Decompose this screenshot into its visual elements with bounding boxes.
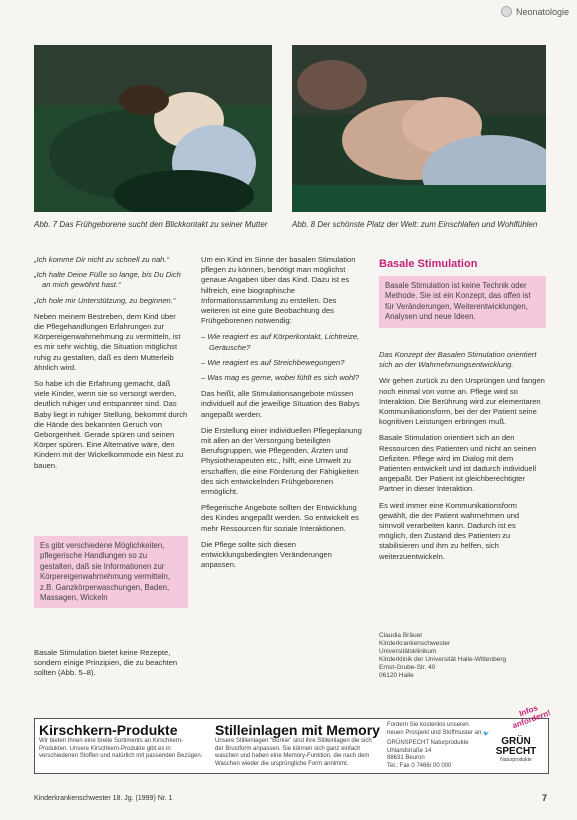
author-line: Ernst-Grube-Str. 40 xyxy=(379,664,436,671)
journal-footer: Kinderkrankenschwester 18. Jg. (1999) Nr. 1 xyxy=(34,795,173,802)
ad-title: Stilleinlagen mit Memory xyxy=(215,722,380,738)
author-line: 06120 Halle xyxy=(379,672,414,679)
paragraph: Basale Stimulation orientiert sich an den Ressourcen des Patienten und nicht an seinen Defiziten. Pflege wird im Dialog mit dem Patienten entwickelt und ist dadurch individuell angepaßt. Der Patient ist gleichberechtigter Partner in dieser Interaktion. xyxy=(379,433,537,494)
section-heading: Basale Stimulation xyxy=(379,258,478,270)
paragraph: Um ein Kind im Sinne der basalen Stimulation pflegen zu können, benötigt man möglichst genaue Angaben über das Kind. Dazu ist es hilfreich, eine biographische Informationssammlung zu erstellen. Des weiteren ist eine gute Beobachtung des Frühgeborenen notwendig: xyxy=(201,255,356,326)
quote-item: „Ich hole mir Unterstützung, zu beginnen.“ xyxy=(34,295,176,305)
ad-contact-line: GRÜNSPECHT Naturprodukte xyxy=(387,740,469,746)
ad-stilleinlagen[interactable] xyxy=(215,722,380,768)
author-line: Kinderklinik der Universität Halle-Wittenberg xyxy=(379,656,507,663)
list-item: – Wie reagiert es auf Streichbewegungen? xyxy=(201,357,345,367)
sleeping-infant-photo xyxy=(292,45,546,212)
column-1-end xyxy=(34,648,188,685)
author-info xyxy=(379,632,546,680)
gruenspecht-logo: GRÜN SPECHT Naturprodukte xyxy=(495,736,537,763)
ad-contact-line: 88631 Beuron xyxy=(387,755,425,761)
quote-list xyxy=(34,255,188,306)
section-label: Neonatologie xyxy=(515,6,569,17)
ad-contact-line: Uhlandstraße 14 xyxy=(387,747,432,754)
lead-paragraph: Das Konzept der Basalen Stimulation orientiert sich an der Wahrnehmungsentwicklung. xyxy=(379,350,537,370)
paragraph: Es wird immer eine Kommunikationsform gewählt, die der Patient wahrnehmen und sinnvoll verarbeiten kann. Dadurch ist es möglich, den Zustand des Patienten zu stabilisieren und ihm zu helfen, sich weiterzuentwickeln. xyxy=(379,500,520,561)
list-item: – Wie reagiert es auf Körperkontakt, Lichtreize, Geräusche? xyxy=(201,332,360,352)
column-2 xyxy=(201,255,365,576)
paragraph: Die Pflege sollte sich diesen entwicklungsbedingten Veränderungen anpassen. xyxy=(201,539,332,570)
author-line: Kinderkrankenschwester xyxy=(379,640,451,647)
list-item: – Was mag es gerne, wobei fühlt es sich wohl? xyxy=(201,373,360,383)
page-number: 7 xyxy=(541,793,547,803)
ad-text: Wir bieten Ihnen eine breite Sortiments an Kirschkern-Produkten. Unsere Kirschkern-Produkte gibt es in verschiedenen Stoffen und natürlich mit passenden Bezügen. xyxy=(39,738,203,759)
paragraph: So habe ich die Erfahrung gemacht, daß viele Kinder, wenn sie so versorgt werden, deutlich ruhiger und entspannter sind. Das Baby liegt in ruhiger Stellung, bekommt durch die Hände des bekannten Geruch von Geborgenheit. Gerade spüren und seinen Körper spüren. Eine Alternative wäre, den Kindern mit der Wickelkommode ein Nest zu bauen. xyxy=(34,379,188,470)
paragraph: Pflegerische Angebote sollten der Entwicklung des Kindes angepaßt werden. So entwickelt es mehr Ressourcen für soziale Interaktionen. xyxy=(201,503,359,533)
highlight-box-2: Basale Stimulation ist keine Technik oder Methode. Sie ist ein Konzept, das offen ist für Veränderungen, Weiterentwicklungen, Analysen und neue Ideen. xyxy=(379,276,546,328)
ad-contact-line: Fordern Sie kostenlos unseren neuen Prospekt und Stoffmuster an: xyxy=(387,722,483,736)
figure-7-caption: Abb. 7 Das Frühgeborene sucht den Blickkontakt zu seiner Mutter xyxy=(34,220,268,229)
highlight-box-1: Es gibt verschiedene Möglichkeiten, pflegerische Handlungen so zu gestalten, daß sie Informationen zur Körpereigenwahrnehmung vermitteln, z.B. Ganzkörperwaschungen, Baden, Massagen, Wickeln xyxy=(34,536,188,608)
quote-item: „Ich komme Dir nicht zu schnell zu nah.“ xyxy=(34,255,170,264)
figure-7-photo xyxy=(34,45,272,212)
column-3 xyxy=(379,350,546,568)
advertisement-banner[interactable] xyxy=(34,718,549,774)
ad-contact-line: Tel.: Fax 0 7466/ 00 000 xyxy=(387,762,452,769)
woodpecker-icon: 🐦 xyxy=(483,731,490,737)
infos-anfordern-badge[interactable]: Infos anfordern! xyxy=(511,703,552,731)
section-header xyxy=(501,6,569,17)
section-marker-icon xyxy=(501,6,512,17)
paragraph: Neben meinem Bestreben, dem Kind über die Pflegehandlungen Erfahrungen zur Körpereigenwahrnehmung zu vermitteln, ist es mir sehr wichtig, die Situation möglichst ruhig zu gestalten, daß es dem Mutterleib ähnlich wird. xyxy=(34,311,181,372)
paragraph: Basale Stimulation bietet keine Rezepte, sondern einige Prinzipien, die zu beachten sollten (Abb. 5–8). xyxy=(34,648,178,678)
ad-kirschkern[interactable] xyxy=(39,722,204,761)
ad-contact[interactable] xyxy=(387,722,490,770)
paragraph: Wir gehen zurück zu den Ursprüngen und fangen noch einmal von vorne an. Pflege wird so Interaktion. Die Berührung wird zur elementaren Kommunikationsform, bei der der Patient seine kognitiven Leistungen erbringen muß. xyxy=(379,376,545,427)
quote-item: „Ich halte Deine Füße so lange, bis Du Dich an mich gewöhnt hast.“ xyxy=(34,270,181,290)
ad-text: Unsere Stilleinlagen "Borkie" sind ihre Stilleinlagen die sich der Brustform anpassen. Sie können sich ganz einfach waschen und haben eine Memory-Funktion, die nach dem Waschen wieder die ursprüngliche Form annimmt. xyxy=(215,738,372,767)
author-name: Claudia Bräuer xyxy=(379,632,423,639)
figure-8-photo xyxy=(292,45,546,212)
observation-list xyxy=(201,332,365,383)
author-line: Universitätsklinikum xyxy=(379,648,437,655)
paragraph: Das heißt, alle Stimulationsangebote müssen individuell auf die jeweilige Situation des Babys angepaßt werden. xyxy=(201,389,360,419)
column-1 xyxy=(34,255,188,477)
figure-8-caption: Abb. 8 Der schönste Platz der Welt: zum Einschlafen und Wohlfühlen xyxy=(292,220,538,229)
paragraph: Die Erstellung einer individuellen Pflegeplanung mit allen an der Versorgung beteiligten Berufsgruppen, wie Pflegenden, Ärzten und Physiotherapeuten etc., hilft, eine Umwelt zu erschaffen, die eine Förderung der Fähigkeiten des sich entwickelnden Frühgeborenen ermöglicht. xyxy=(201,425,362,497)
ad-title: Kirschkern-Produkte xyxy=(39,722,178,738)
mother-infant-photo xyxy=(34,45,272,212)
